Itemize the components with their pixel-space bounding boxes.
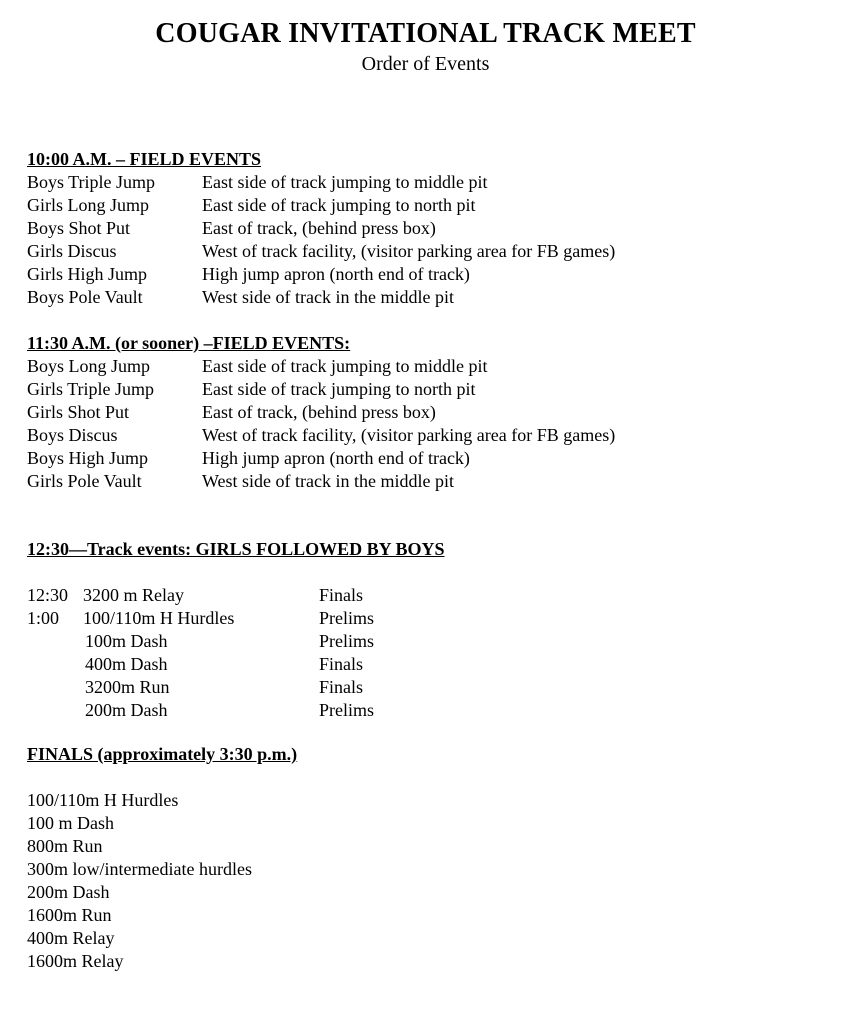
field-event-row <box>27 240 615 263</box>
field-event-row <box>27 424 615 447</box>
field-events-1000-heading: 10:00 A.M. – FIELD EVENTS <box>27 149 262 169</box>
finals-heading: FINALS (approximately 3:30 p.m.) <box>27 744 298 764</box>
track-event-row <box>27 630 445 653</box>
field-event-name: Girls Shot Put <box>27 402 130 422</box>
field-event-name: Boys Discus <box>27 425 118 445</box>
track-event-row <box>27 607 445 630</box>
field-event-name: Boys Triple Jump <box>27 172 156 192</box>
track-event-name: 3200 m Relay <box>83 585 184 605</box>
field-events-1130-heading: 11:30 A.M. (or sooner) –FIELD EVENTS: <box>27 333 351 353</box>
field-event-row <box>27 470 615 493</box>
track-event-round: Finals <box>319 654 364 674</box>
finals-item: 800m Run <box>27 836 103 856</box>
field-event-name: Boys Shot Put <box>27 218 131 238</box>
field-event-location: High jump apron (north end of track) <box>202 264 470 284</box>
track-events-heading: 12:30—Track events: GIRLS FOLLOWED BY BOYS <box>27 539 445 559</box>
field-event-row <box>27 194 615 217</box>
field-event-row <box>27 401 615 424</box>
field-event-location: East side of track jumping to north pit <box>202 379 476 399</box>
track-event-time <box>27 630 85 653</box>
track-event-round: Prelims <box>319 608 375 628</box>
track-event-row <box>27 676 445 699</box>
track-event-round: Prelims <box>319 700 375 720</box>
track-event-name: 100m Dash <box>85 631 168 651</box>
track-event-time <box>27 676 85 699</box>
field-event-name: Boys Pole Vault <box>27 287 143 307</box>
field-event-location: West side of track in the middle pit <box>202 287 454 307</box>
finals-item: 100/110m H Hurdles <box>27 790 179 810</box>
field-event-name: Girls Triple Jump <box>27 379 155 399</box>
field-event-row <box>27 355 615 378</box>
track-event-row <box>27 584 445 607</box>
field-event-name: Boys High Jump <box>27 448 149 468</box>
field-event-location: West side of track in the middle pit <box>202 471 454 491</box>
field-event-row <box>27 171 615 194</box>
field-event-name: Girls Long Jump <box>27 195 150 215</box>
field-event-location: East of track, (behind press box) <box>202 402 436 422</box>
page-subtitle: Order of Events <box>361 53 490 75</box>
field-event-name: Girls Discus <box>27 241 117 261</box>
field-events-1000-section <box>27 148 615 309</box>
field-event-name: Boys Long Jump <box>27 356 151 376</box>
finals-item: 1600m Run <box>27 905 112 925</box>
field-event-name: Girls High Jump <box>27 264 148 284</box>
field-events-1130-section <box>27 332 615 493</box>
field-event-location: High jump apron (north end of track) <box>202 448 470 468</box>
field-event-row <box>27 217 615 240</box>
track-event-round: Finals <box>319 677 364 697</box>
track-event-name: 400m Dash <box>85 654 168 674</box>
field-event-location: East side of track jumping to middle pit <box>202 172 488 192</box>
track-event-time <box>27 699 85 722</box>
finals-item: 1600m Relay <box>27 951 124 971</box>
field-event-location: West of track facility, (visitor parking area for FB games) <box>202 425 616 445</box>
field-event-name: Girls Pole Vault <box>27 471 142 491</box>
track-event-time: 1:00 <box>27 608 60 628</box>
finals-item: 200m Dash <box>27 882 110 902</box>
field-event-row <box>27 286 615 309</box>
track-event-round: Finals <box>319 585 364 605</box>
track-event-name: 3200m Run <box>85 677 170 697</box>
track-event-row <box>27 699 445 722</box>
field-event-row <box>27 447 615 470</box>
finals-item: 300m low/intermediate hurdles <box>27 859 252 879</box>
track-events-section <box>27 538 445 722</box>
track-event-name: 200m Dash <box>85 700 168 720</box>
page-title: COUGAR INVITATIONAL TRACK MEET <box>155 18 696 49</box>
field-event-location: East side of track jumping to north pit <box>202 195 476 215</box>
field-event-location: West of track facility, (visitor parking area for FB games) <box>202 241 616 261</box>
track-event-time <box>27 653 85 676</box>
track-event-name: 100/110m H Hurdles <box>83 608 235 628</box>
field-event-row <box>27 378 615 401</box>
finals-section <box>27 743 297 973</box>
field-event-location: East side of track jumping to middle pit <box>202 356 488 376</box>
finals-item: 100 m Dash <box>27 813 114 833</box>
finals-item: 400m Relay <box>27 928 115 948</box>
field-event-location: East of track, (behind press box) <box>202 218 436 238</box>
track-event-row <box>27 653 445 676</box>
track-event-time: 12:30 <box>27 585 69 605</box>
field-event-row <box>27 263 615 286</box>
track-event-round: Prelims <box>319 631 375 651</box>
